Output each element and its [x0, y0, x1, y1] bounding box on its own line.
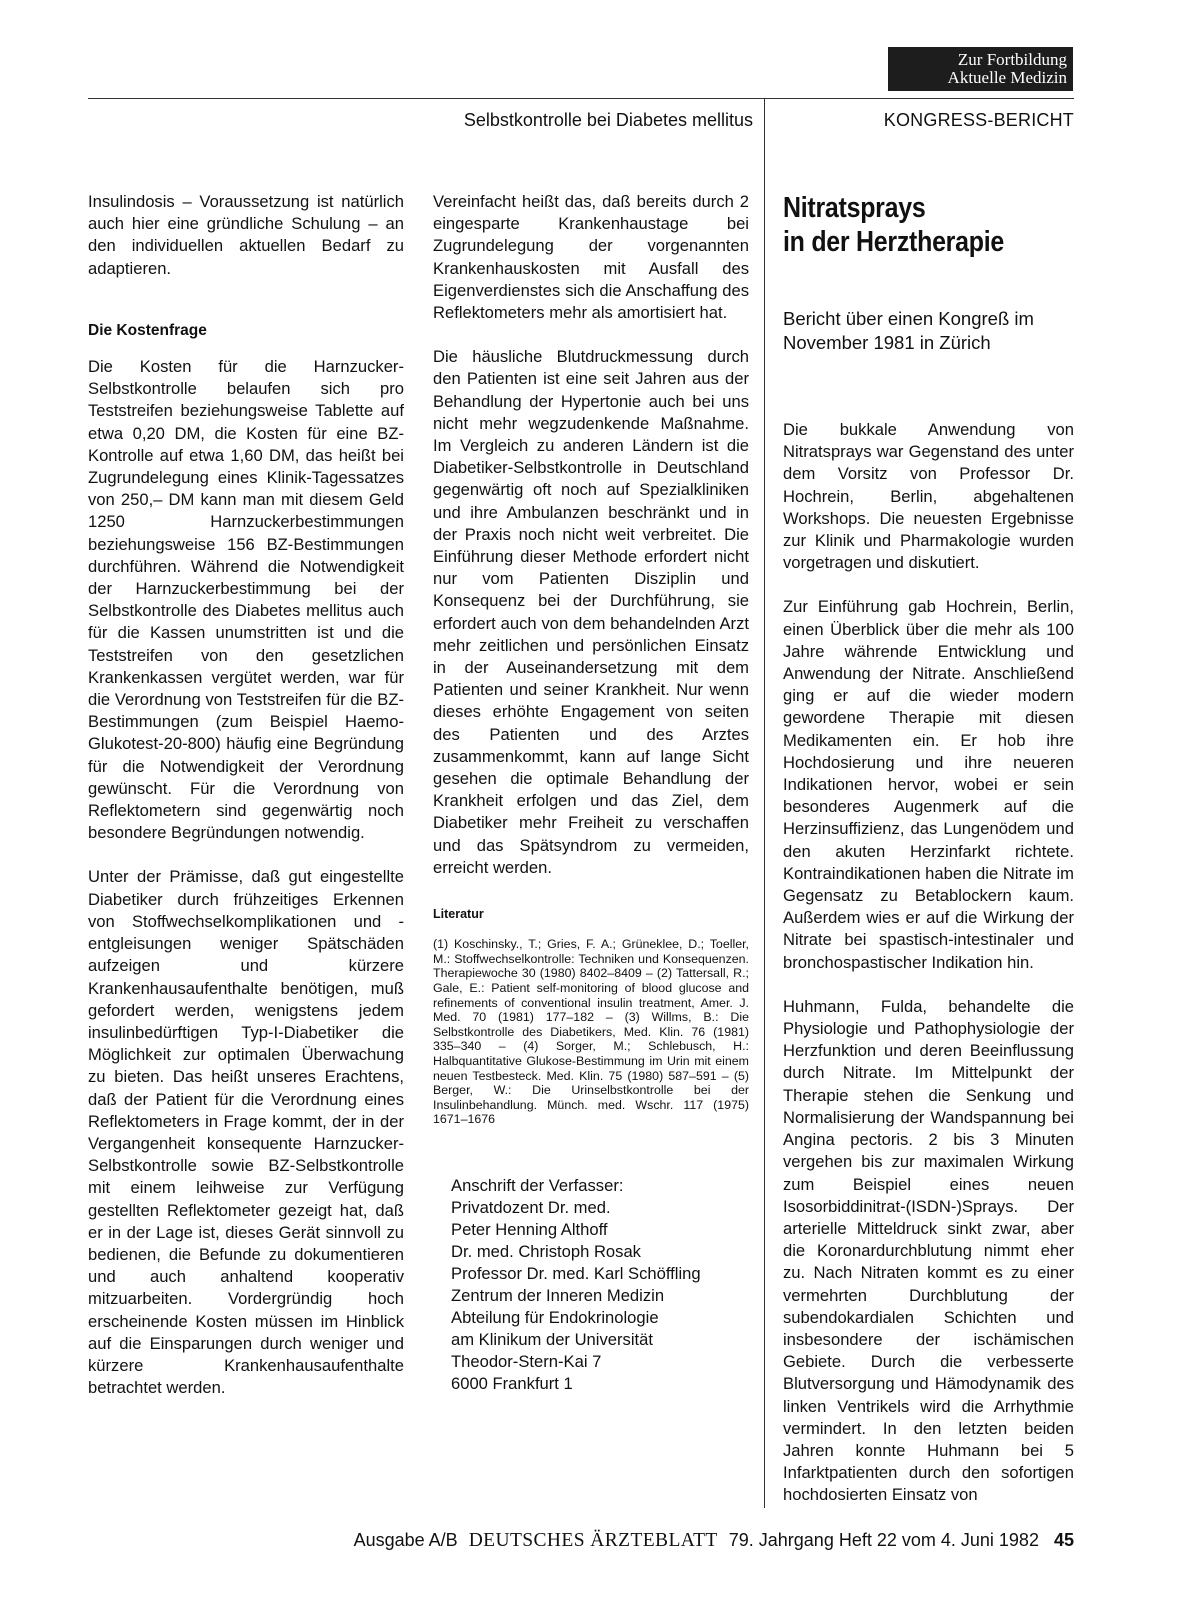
running-head-left: Selbstkontrolle bei Diabetes mellitus [463, 110, 753, 130]
paragraph: Unter der Prämisse, daß gut eingestellte Diabetiker durch frühzeitiges Erkennen von Stoffwechselkomplikationen und -entgleisungen weniger Spätschäden aufzeigen und kürzere Krankenhausaufenthalte benötigen, muß gefordert werden, wenigstens jedem insulinbedürftigen Typ-I-Diabetiker die Möglichkeit zur optimalen Überwachung zu bieten. Das heißt unseres Erachtens, daß der Patient für die Verordnung eines Reflektometers in Frage kommt, der in der Vergangenheit konsequente Harnzucker-Selbstkontrolle sowie BZ-Selbstkontrolle mit einem leihweise zur Verfügung gestellten Reflektometer gezeigt hat, daß er in der Lage ist, dieses Gerät sinnvoll zu bedienen, die Befunde zu dokumentieren und auch anhaltend kooperativ mitzuarbeiten. Vordergründig hoch erscheinende Kosten müssen im Hinblick auf die Einsparungen durch weniger und kürzere Krankenhausaufenthalte betrachtet werden. [88, 867, 404, 1398]
page-number: 45 [1053, 1530, 1074, 1550]
paragraph: Die Kosten für die Harnzucker-Selbstkontrolle belaufen sich pro Teststreifen beziehungsweise Tablette auf etwa 0,20 DM, die Kosten für eine BZ-Kontrolle auf etwa 1,60 DM, das heißt bei Zugrundelegung eines Klinik-Tagessatzes von 250,– DM kann man mit diesem Geld 1250 Harnzuckerbestimmungen beziehungsweise 156 BZ-Bestimmungen durchführen. Während die Notwendigkeit der Harnzuckerbestimmung bei der Selbstkontrolle des Diabetes mellitus auch für die Kassen unumstritten ist und die Teststreifen von den gesetzlichen Krankenkassen vergütet werden, war für die Verordnung von Teststreifen für die BZ-Bestimmungen (zum Beispiel Haemo-Glukotest-20-800) häufig eine Begründung für die Notwendigkeit der Verordnung gewünscht. Für die Verordnung von Reflektometern sind gegenwärtig noch besondere Begründungen notwendig. [88, 357, 404, 843]
badge-line-1: Zur Fortbildung [957, 50, 1067, 69]
address-line: 6000 Frankfurt 1 [451, 1374, 573, 1394]
paragraph: Huhmann, Fulda, behandelte die Physiologie und Pathophysiologie der Herzfunktion und deren Beeinflussung durch Nitrate. Im Mittelpunkt der Therapie stehen die Senkung und Normalisierung der Wandspannung bei Angina pectoris. 2 bis 3 Minuten vergehen bis zur maximalen Wirkung zum Beispiel eines neuen Isosorbiddinitrat-(ISDN-)Sprays. Der arterielle Mitteldruck sinkt zwar, aber die Koronardurchblutung nimmt eher zu. Nach Nitraten kommt es zu einer vermehrten Durchblutung der subendokardialen Schichten und insbesondere der ischämischen Gebiete. Durch die verbesserte Blutversorgung und Hämodynamik des linken Ventrikels wird die Arrhythmie vermindert. In den letzten beiden Jahren konnte Huhmann bei 5 Infarktpatienten durch den sofortigen hochdosierten Einsatz von [783, 996, 1074, 1505]
address-line: Dr. med. Christoph Rosak [451, 1242, 641, 1262]
section-badge [888, 47, 1073, 91]
paragraph: Die häusliche Blutdruckmessung durch den Patienten ist eine seit Jahren aus der Behandlung der Hypertonie auch bei uns nicht mehr wegzudenkende Maßnahme. Im Vergleich zu anderen Ländern ist die Diabetiker-Selbstkontrolle in Deutschland gegenwärtig oft noch auf Spezialkliniken und ihre Ambulanzen beschränkt und in der Praxis noch nicht weit verbreitet. Die Einführung dieser Methode erfordert nicht nur vom Patienten Disziplin und Konsequenz bei der Durchführung, sie erfordert auch von dem behandelnden Arzt mehr zeitlichen und persönlichen Einsatz in der Auseinandersetzung mit dem Patienten und seiner Krankheit. Nur wenn dieses erhöhte Engagement von seiten des Patienten und des Arztes zusammenkommt, kann auf lange Sicht gesehen die optimale Behandlung der Krankheit erfolgen und das Ziel, dem Diabetiker mehr Freiheit zu verschaffen und das Spätsyndrom zu vermeiden, erreicht werden. [433, 347, 749, 877]
column-divider [764, 98, 765, 1508]
header-rule [88, 98, 1074, 99]
address-line: Professor Dr. med. Karl Schöffling [451, 1264, 701, 1284]
paragraph: Insulindosis – Voraussetzung ist natürlich auch hier eine gründliche Schulung – an den individuellen aktuellen Bedarf zu adaptieren. [88, 192, 404, 278]
address-line: Peter Henning Althoff [451, 1220, 608, 1240]
paragraph: Zur Einführung gab Hochrein, Berlin, einen Überblick über die mehr als 100 Jahre währende Entwicklung und Anwendung der Nitrate. Anschließend ging er auf die wieder modern gewordene Therapie mit diesen Medikamenten ein. Er hob ihre Hochdosierung und ihre neueren Indikationen hervor, wobei er sein besonderes Augenmerk auf die Herzinsuffizienz, das Lungenödem und den akuten Herzinfarkt richtete. Kontraindikationen haben die Nitrate im Gegensatz zu Betablockern kaum. Außerdem wies er auf die Wirkung der Nitrate bei spastisch-intestinaler und bronchospastischer Indikation hin. [783, 597, 1074, 972]
page-footer [220, 1530, 1074, 1552]
address-line: am Klinikum der Universität [451, 1330, 653, 1350]
address-line: Privatdozent Dr. med. [451, 1198, 611, 1218]
subheading: Die Kostenfrage [88, 321, 207, 339]
address-line: Anschrift der Verfasser: [451, 1176, 624, 1196]
column-3 [783, 191, 1074, 1507]
references: (1) Koschinsky., T.; Gries, F. A.; Grüneklee, D.; Toeller, M.: Stoffwechselkontrolle: Techniken und Konsequenzen. Therapiewoche 30 (1980) 8402–8409 – (2) Tattersall, R.; Gale, E.: Patient self-monitoring of blood glucose and refinements of conventional insulin treatment, Amer. J. Med. 70 (1981) 177–182 – (3) Willms, B.: Die Selbstkontrolle des Diabetikers, Med. Klin. 76 (1981) 335–340 – (4) Sorger, M.; Schlebusch, H.: Halbquantitative Glukose-Bestimmung im Urin mit einem neuen Testbesteck. Med. Klin. 75 (1980) 587–591 – (5) Berger, W.: Die Urinselbstkontrolle bei der Insulinbehandlung. Münch. med. Wschr. 117 (1975) 1671–1676 [433, 937, 749, 1127]
badge-line-2: Aktuelle Medizin [947, 68, 1067, 87]
title-line-2: in der Herztherapie [783, 226, 1005, 258]
column-2 [433, 191, 749, 1395]
footer-issue: 79. Jahrgang Heft 22 vom 4. Juni 1982 [728, 1530, 1039, 1550]
footer-edition: Ausgabe A/B [353, 1530, 458, 1550]
article-lead: Bericht über einen Kongreß im November 1981 in Zürich [783, 308, 1034, 353]
column-1 [88, 191, 404, 1399]
title-line-1: Nitratsprays [783, 192, 926, 224]
paragraph: Die bukkale Anwendung von Nitratsprays war Gegenstand des unter dem Vorsitz von Professor Dr. Hochrein, Berlin, abgehaltenen Workshops. Die neuesten Ergebnisse zur Klinik und Pharmakologie wurden vorgetragen und diskutiert. [783, 420, 1074, 573]
running-head-right: KONGRESS-BERICHT [883, 110, 1074, 130]
paragraph: Vereinfacht heißt das, daß bereits durch 2 eingesparte Krankenhaustage bei Zugrundelegung der vorgenannten Krankenhauskosten mit Ausfall des Eigenverdienstes sich die Anschaffung des Reflektometers mehr als amortisiert hat. [433, 192, 749, 323]
address-line: Theodor-Stern-Kai 7 [451, 1352, 602, 1372]
footer-magazine: DEUTSCHES ÄRZTEBLATT [468, 1530, 718, 1551]
author-address [433, 1175, 749, 1395]
article-title [783, 191, 1075, 259]
references-heading: Literatur [433, 907, 484, 922]
address-line: Zentrum der Inneren Medizin [451, 1286, 665, 1306]
address-line: Abteilung für Endokrinologie [451, 1308, 659, 1328]
